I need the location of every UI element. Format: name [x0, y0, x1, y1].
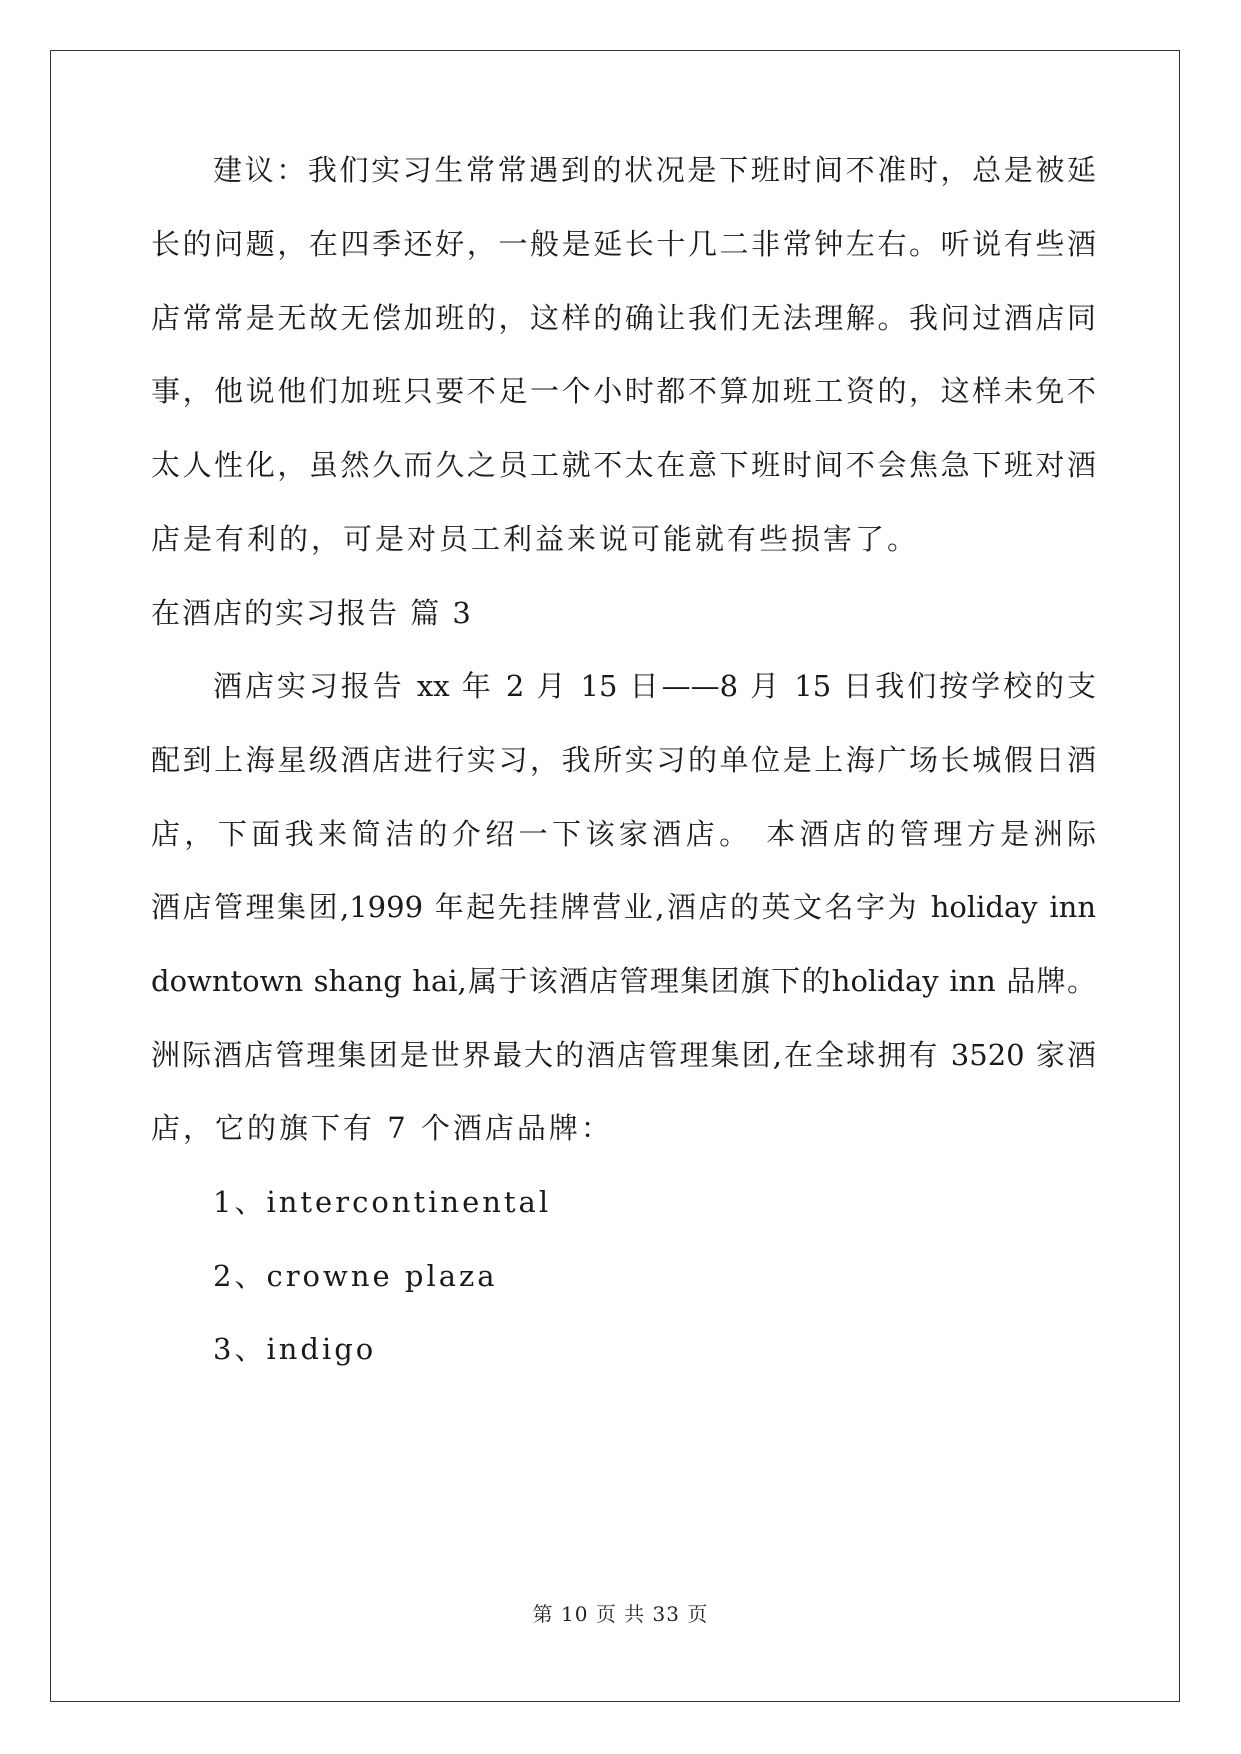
paragraph-line: 配到上海星级酒店进行实习，我所实习的单位是上海广场长城假日酒	[151, 743, 1096, 777]
list-item: 2、crowne plaza	[213, 1259, 498, 1293]
paragraph-line: 酒店管理集团,1999 年起先挂牌营业,酒店的英文名字为 holiday inn	[151, 890, 1096, 924]
paragraph-line: 店，下面我来简洁的介绍一下该家酒店。 本酒店的管理方是洲际	[151, 817, 1096, 851]
paragraph-line: 太人性化，虽然久而久之员工就不太在意下班时间不会焦急下班对酒	[151, 448, 1096, 482]
paragraph-line: 店常常是无故无偿加班的，这样的确让我们无法理解。我问过酒店同	[151, 301, 1096, 335]
paragraph-line: 建议：我们实习生常常遇到的状况是下班时间不准时，总是被延	[213, 153, 1096, 187]
paragraph-line: 长的问题，在四季还好，一般是延长十几二非常钟左右。听说有些酒	[151, 227, 1096, 261]
paragraph-line: 事，他说他们加班只要不足一个小时都不算加班工资的，这样未免不	[151, 374, 1096, 408]
paragraph-line: 店是有利的，可是对员工利益来说可能就有些损害了。	[151, 522, 920, 556]
list-item: 1、intercontinental	[213, 1185, 552, 1219]
paragraph-line: 洲际酒店管理集团是世界最大的酒店管理集团,在全球拥有 3520 家酒	[151, 1038, 1096, 1072]
paragraph-line: 店，它的旗下有 7 个酒店品牌：	[151, 1111, 613, 1145]
section-heading: 在酒店的实习报告 篇 3	[151, 596, 473, 630]
list-item: 3、indigo	[213, 1332, 377, 1366]
paragraph-line: 酒店实习报告 xx 年 2 月 15 日——8 月 15 日我们按学校的支	[213, 669, 1096, 703]
page-footer: 第 10 页 共 33 页	[532, 1602, 709, 1626]
paragraph-line: downtown shang hai,属于该酒店管理集团旗下的holiday inn 品牌。	[151, 964, 1096, 998]
